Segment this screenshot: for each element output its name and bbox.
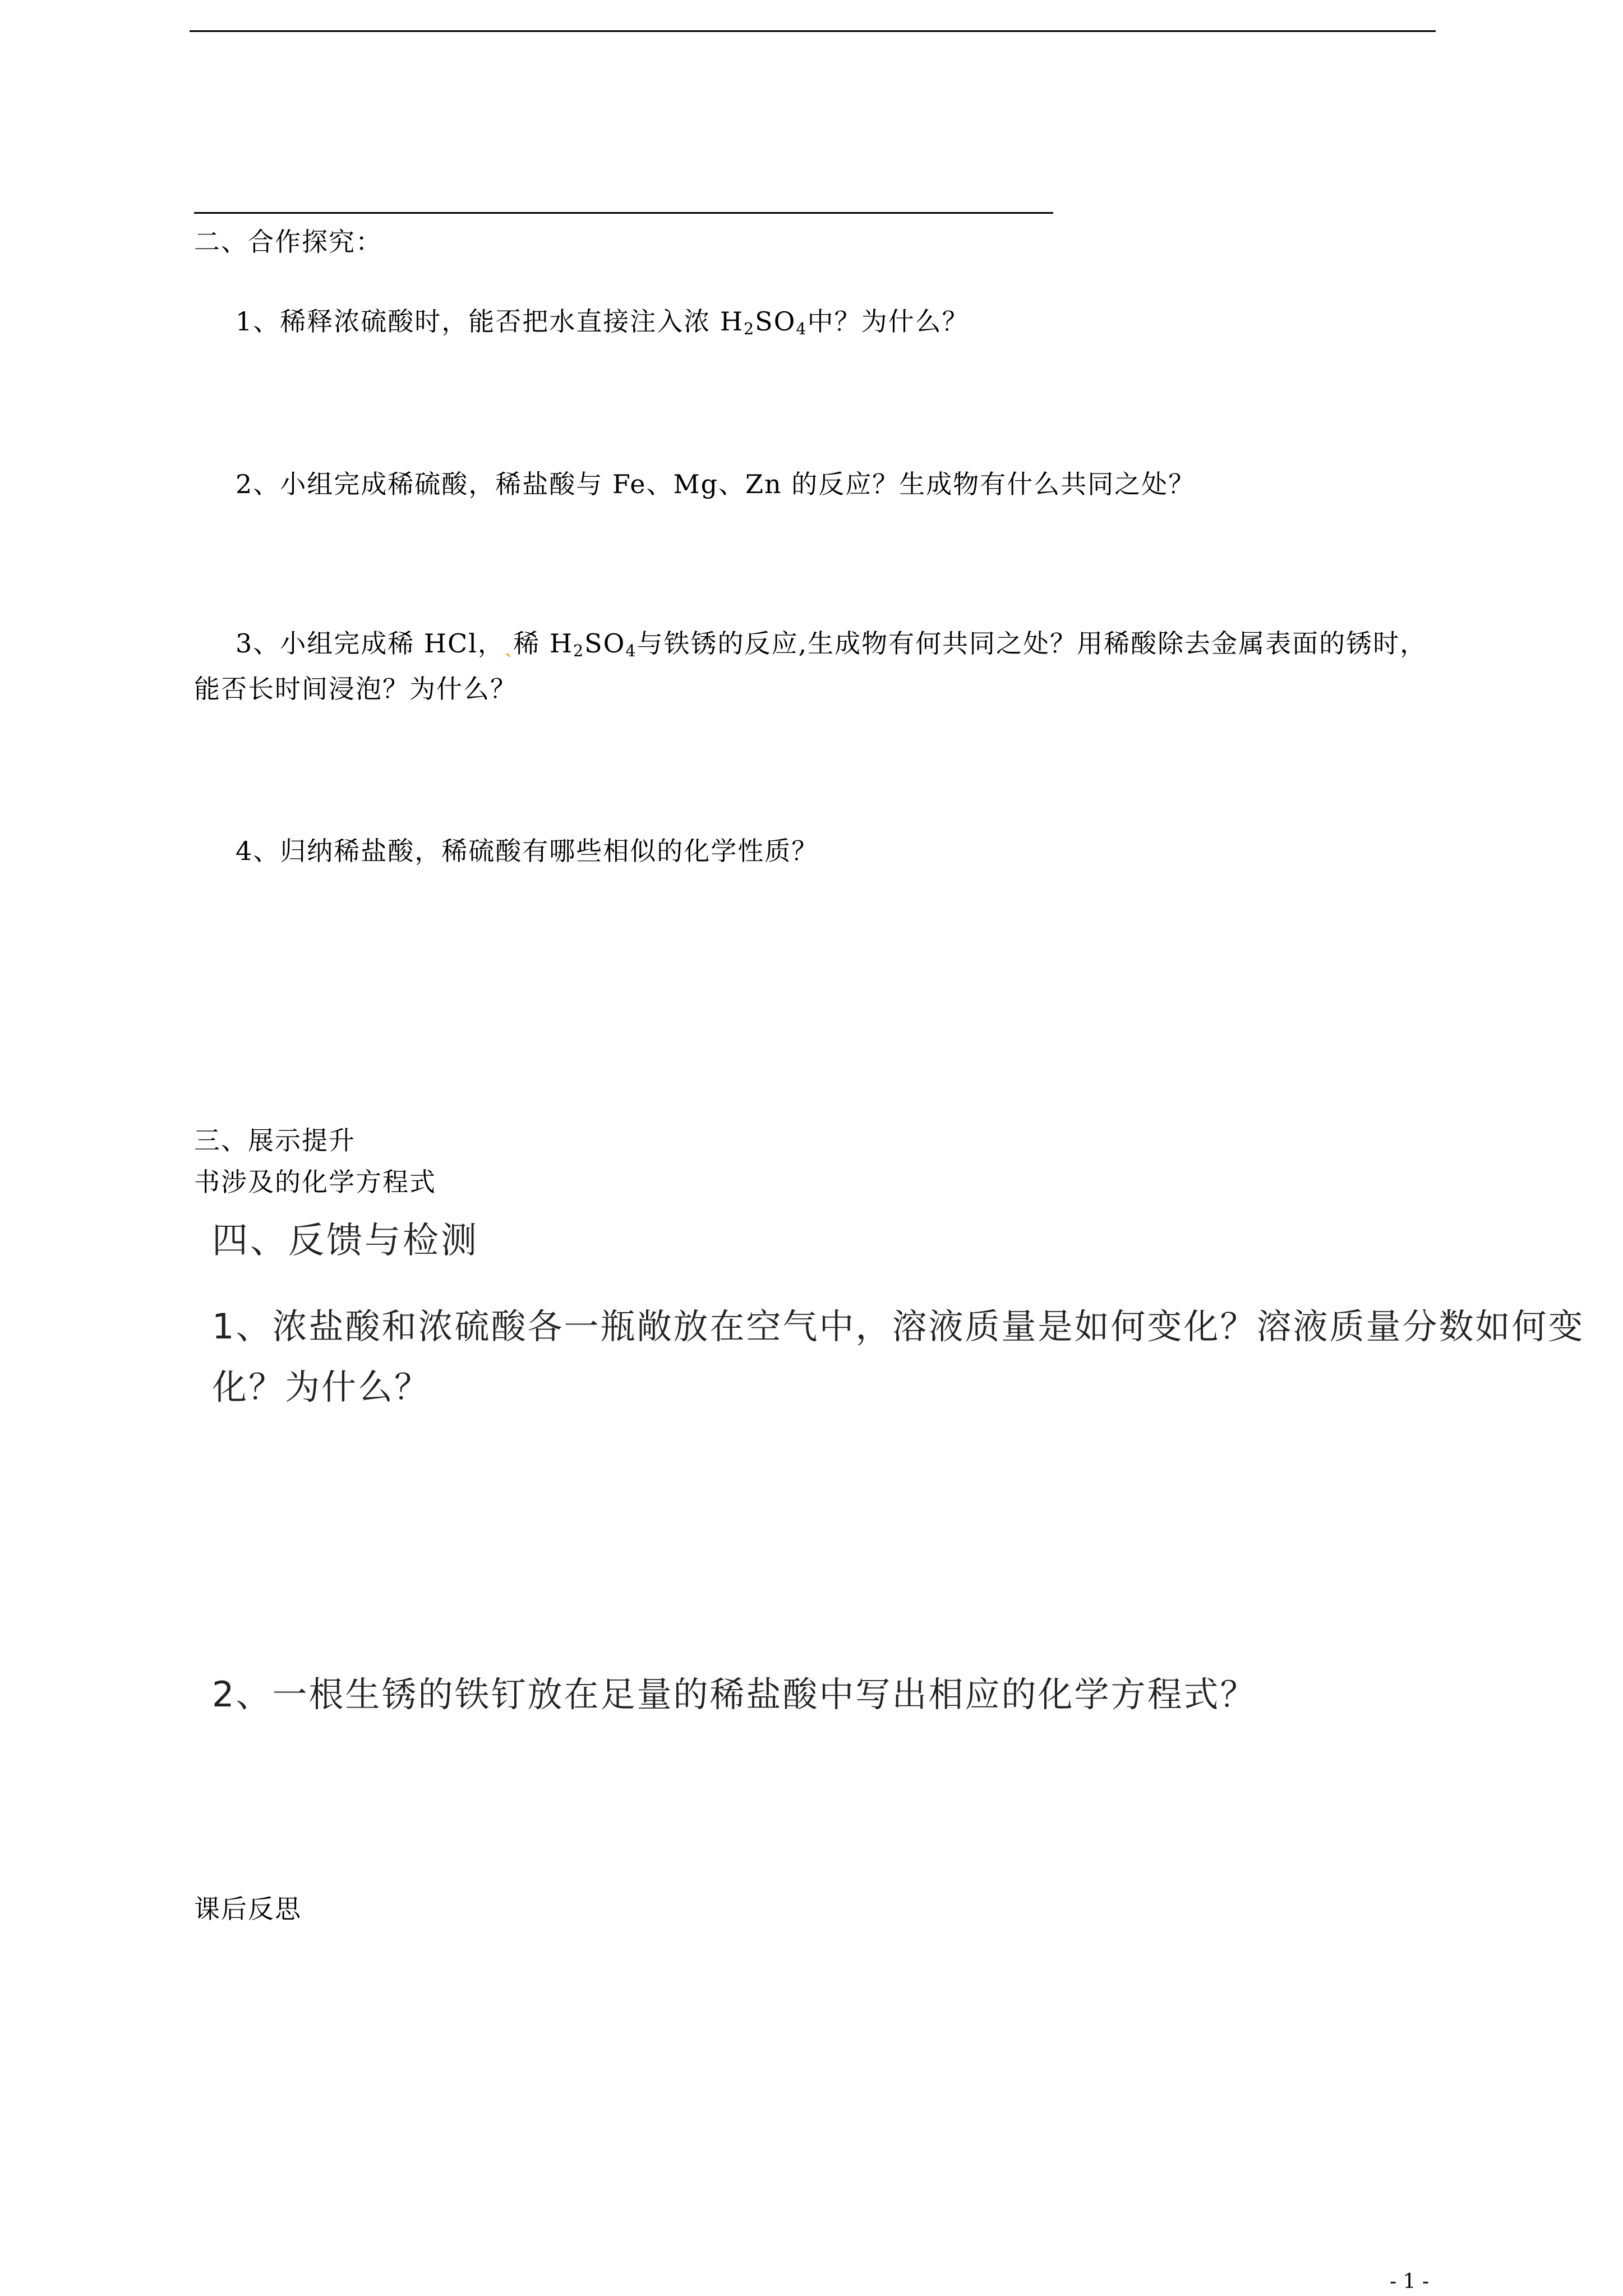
- question-4-2: 2、一根生锈的铁钉放在足量的稀盐酸中写出相应的化学方程式？: [212, 1674, 1257, 1715]
- subscript-4: 4: [796, 320, 808, 339]
- question-2-2: 2、小组完成稀硫酸，稀盐酸与 Fe、Mg、Zn 的反应？生成物有什么共同之处？: [236, 469, 1196, 499]
- section-3-line: 书涉及的化学方程式: [194, 1167, 436, 1197]
- subscript-2: 2: [744, 320, 755, 339]
- question-2-3-text-a: 3、小组完成稀 HCl，: [236, 628, 505, 659]
- question-2-3-line2: 能否长时间浸泡？为什么？: [194, 674, 517, 704]
- question-2-1-text-a: 1、稀释浓硫酸时，能否把水直接注入浓 H: [236, 306, 744, 337]
- question-2-3-text-d: 与铁锈的反应,生成物有何共同之处？用稀酸除去金属表面的锈时，: [637, 628, 1427, 659]
- section-2-heading: 二、合作探究：: [194, 227, 382, 257]
- top-rule: [190, 30, 1436, 32]
- question-2-1-text-c: 中？为什么？: [807, 306, 969, 337]
- question-4-1-line2: 化？为什么？: [212, 1366, 431, 1407]
- question-2-3-text-b: 稀 H: [513, 628, 573, 659]
- question-2-1: [236, 306, 969, 339]
- question-4-1-line1: 1、浓盐酸和浓硫酸各一瓶敞放在空气中，溶液质量是如何变化？溶液质量分数如何变: [212, 1306, 1585, 1347]
- reflection-heading: 课后反思: [194, 1894, 302, 1924]
- question-2-3-text-c: SO: [584, 628, 626, 659]
- question-2-4: 4、归纳稀盐酸，稀硫酸有哪些相似的化学性质？: [236, 836, 819, 866]
- subscript-4: 4: [625, 642, 637, 661]
- question-2-1-text-b: SO: [755, 306, 796, 337]
- answer-line: [194, 212, 1053, 214]
- section-3-heading: 三、展示提升: [194, 1125, 356, 1156]
- stray-mark: ˏ: [504, 632, 514, 658]
- subscript-2: 2: [573, 642, 585, 661]
- page-number: - 1 -: [1390, 2270, 1430, 2293]
- section-4-heading: 四、反馈与检测: [212, 1220, 479, 1262]
- question-2-3-line1: [236, 628, 1427, 661]
